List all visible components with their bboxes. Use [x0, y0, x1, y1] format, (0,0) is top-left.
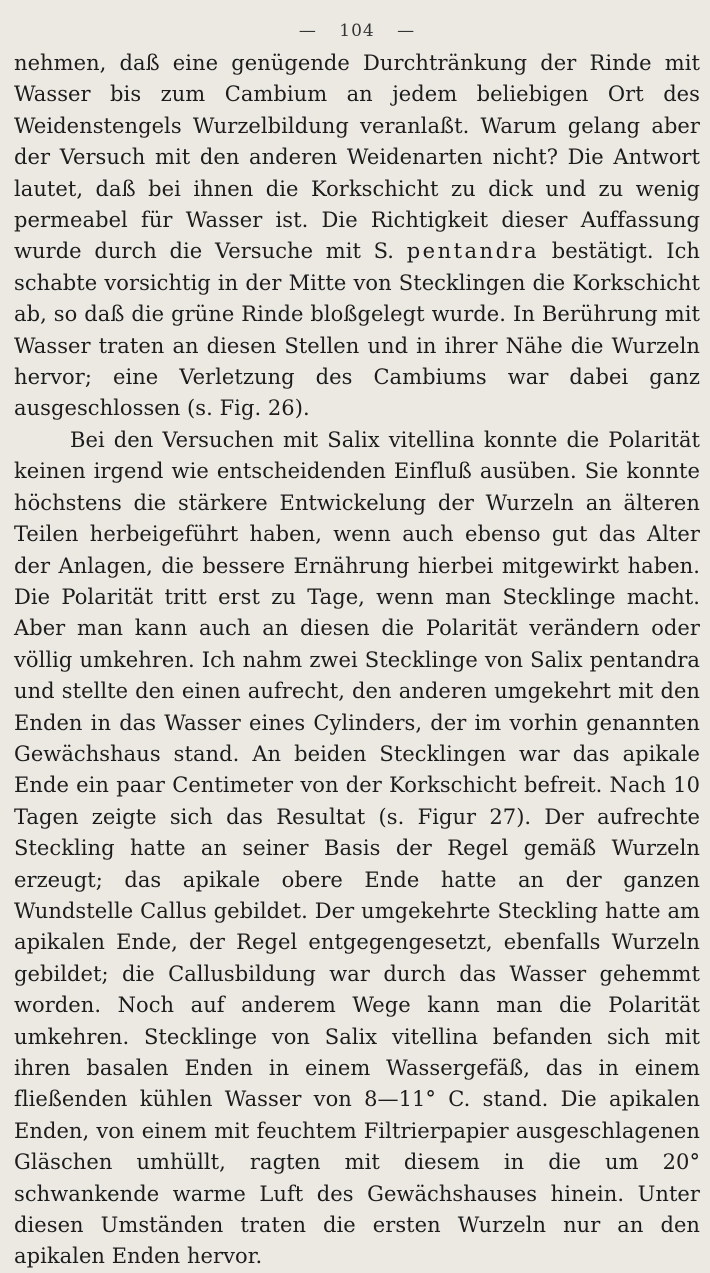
page-header: [14, 14, 700, 48]
paragraph-1-segment-3: bestätigt. Ich schabte vorsichtig in der Mitte von Stecklingen die Korkschicht ab, so daß die grüne Rinde bloßgelegt wurde. In Berührung mit Wasser traten an diesen Stellen und in ihrer Nähe die Wurzeln hervor; eine Verletzung des Cambiums war dabei ganz ausgeschlossen (s. Fig. 26).: [14, 239, 700, 421]
paragraph-2: [14, 425, 700, 1273]
page-number: 104: [339, 21, 375, 41]
paragraph-1: [14, 48, 700, 425]
paragraph-1-segment-1: nehmen, daß eine genügende Durchtränkung der Rinde mit Wasser bis zum Cambium an jedem beliebigen Ort des Weidenstengels Wurzelbildung veranlaßt. Warum gelang aber der Versuch mit den anderen Weidenarten nicht? Die Antwort lautet, daß bei ihnen die Korkschicht zu dick und zu wenig permeabel für Wasser ist. Die Richtigkeit dieser Auffassung wurde durch die Versuche mit S.: [14, 51, 700, 264]
paragraph-2-segment-1: Bei den Versuchen mit Salix vitellina konnte die Polarität keinen irgend wie entscheidenden Einfluß ausüben. Sie konnte höchstens die stärkere Entwickelung der Wurzeln an älteren Teilen herbeigeführt haben, wenn auch ebenso gut das Alter der Anlagen, die bessere Ernährung hierbei mitgewirkt haben. Die Polarität tritt erst zu Tage, wenn man Stecklinge macht. Aber man kann auch an diesen die Polarität verändern oder völlig umkehren. Ich nahm zwei Stecklinge von Salix pentandra und stellte den einen aufrecht, den anderen umgekehrt mit den Enden in das Wasser eines Cylinders, der im vorhin genannten Gewächshaus stand. An beiden Stecklingen war das apikale Ende ein paar Centimeter von der Korkschicht befreit. Nach 10 Tagen zeigte sich das Resultat (s. Figur 27). Der aufrechte Steckling hatte an seiner Basis der Regel gemäß Wurzeln erzeugt; das apikale obere Ende hatte an der ganzen Wundstelle Callus gebildet. Der umgekehrte Steckling hatte am apikalen Ende, der Regel entgegengesetzt, ebenfalls Wurzeln gebildet; die Callusbildung war durch das Wasser gehemmt worden. Noch auf anderem Wege kann man die Polarität umkehren. Stecklinge von Salix vitellina befanden sich mit ihren basalen Enden in einem Wassergefäß, das in einem fließenden kühlen Wasser von 8—11° C. stand. Die apikalen Enden, von einem mit feuchtem Filtrierpapier ausgeschlagenen Gläschen umhüllt, ragten mit diesem in die um 20° schwankende warme Luft des Gewächshauses hinein. Unter diesen Umständen traten die ersten Wurzeln nur an den apikalen Enden hervor.: [14, 427, 700, 1269]
header-left-dash: —: [298, 21, 317, 41]
header-right-dash: —: [397, 21, 416, 41]
paragraph-1-species-name: pentandra: [406, 239, 540, 264]
body-text: [14, 48, 700, 1273]
